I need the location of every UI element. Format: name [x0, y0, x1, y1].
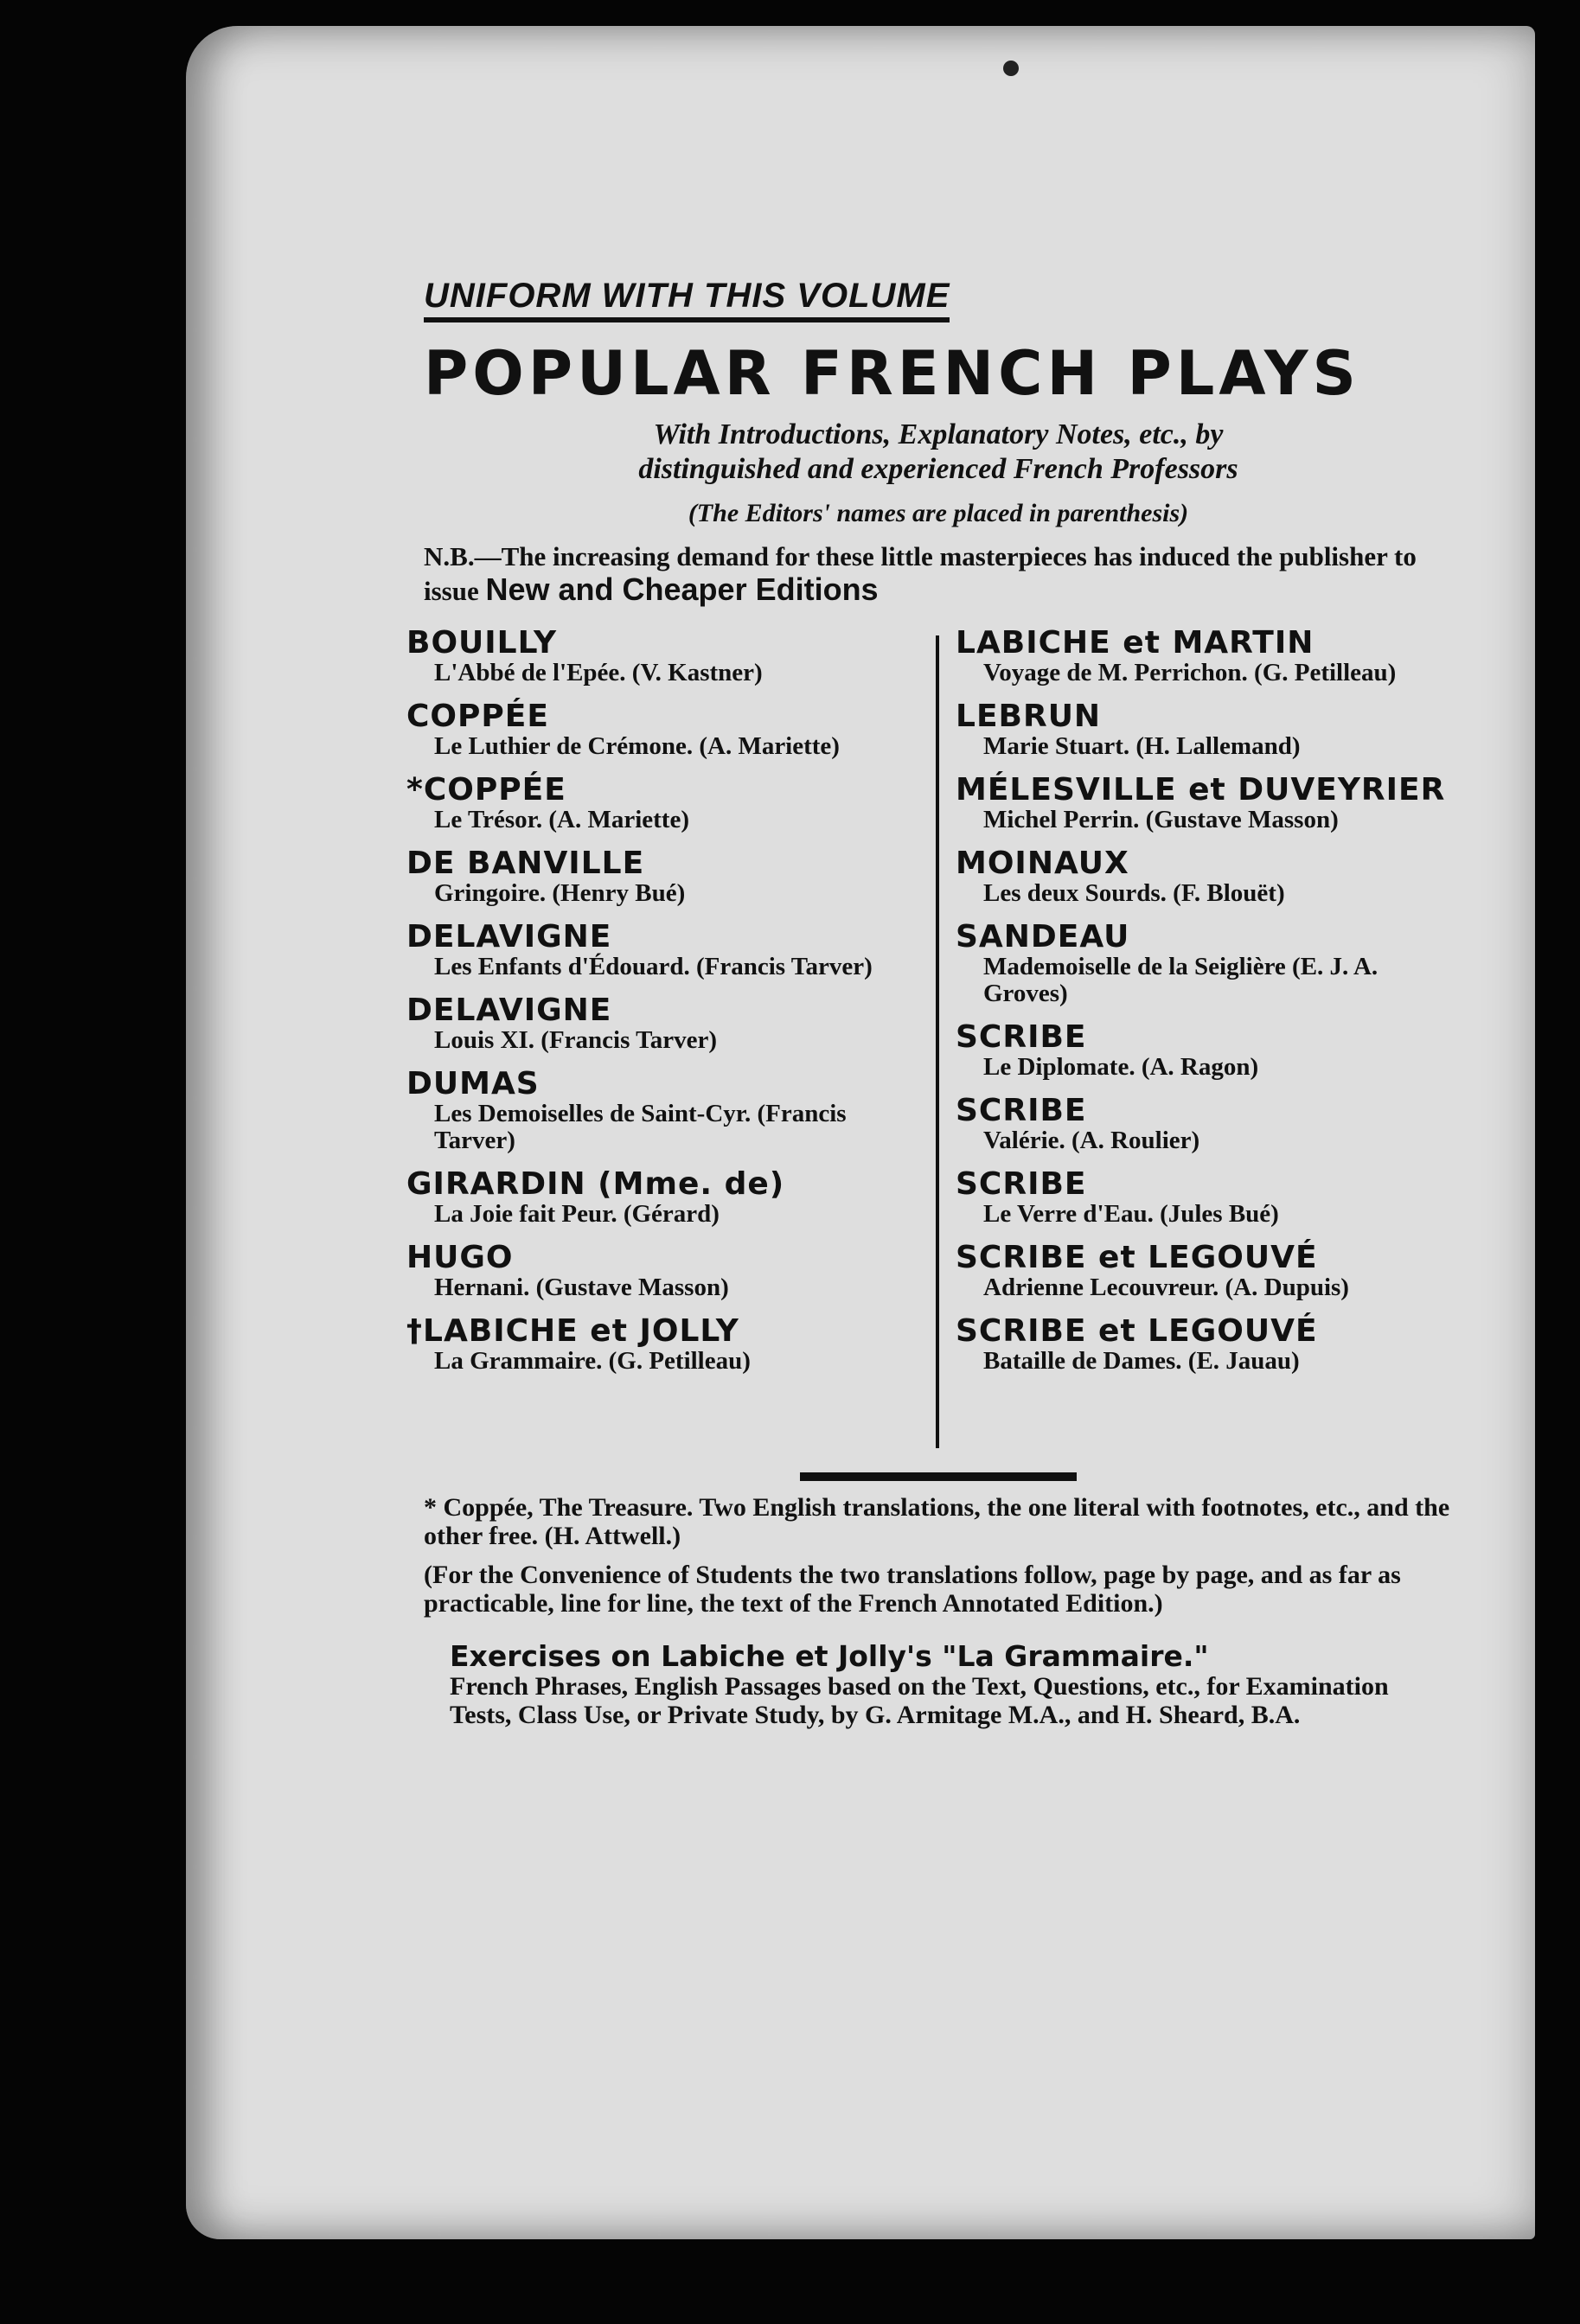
work-title: Valérie. (A. Roulier) [983, 1127, 1200, 1154]
list-item [956, 1021, 1457, 1081]
author-name: COPPÉE [406, 699, 549, 734]
author-name: SCRIBE et LEGOUVÉ [956, 1313, 1318, 1349]
list-item [406, 700, 908, 760]
exercises-text: French Phrases, English Passages based on the Text, Questions, etc., for Examination Tests, Class Use, or Private Study, by G. Armitage M.A., and H. Sheard, B.A. [450, 1672, 1389, 1729]
author-name: DELAVIGNE [406, 993, 612, 1028]
subtitle-line-1: With Introductions, Explanatory Notes, etc., by [653, 418, 1224, 450]
work-title: Le Diplomate. (A. Ragon) [983, 1053, 1259, 1081]
list-item [406, 1168, 908, 1228]
subtitle [424, 418, 1453, 487]
work-title: Voyage de M. Perrichon. (G. Petilleau) [983, 659, 1397, 686]
right-column [956, 627, 1457, 1389]
list-item [406, 1068, 908, 1154]
plays-list [406, 625, 1453, 1457]
author-name: MÉLESVILLE et DUVEYRIER [956, 772, 1446, 808]
author-name: SCRIBE [956, 1093, 1087, 1128]
list-item [406, 1315, 908, 1375]
author-name: DUMAS [406, 1066, 540, 1101]
author-name: DELAVIGNE [406, 919, 612, 954]
work-title: Marie Stuart. (H. Lallemand) [983, 732, 1301, 760]
list-item [406, 1242, 908, 1301]
section-rule [800, 1472, 1077, 1481]
work-title: Michel Perrin. (Gustave Masson) [983, 806, 1339, 833]
convenience-note: (For the Convenience of Students the two translations follow, page by page, and as far as practicable, line for line, the text of the French Annotated Edition.) [424, 1561, 1401, 1618]
work-title: L'Abbé de l'Epée. (V. Kastner) [434, 659, 763, 686]
work-title: Le Luthier de Crémone. (A. Mariette) [434, 732, 840, 760]
advertisement-page [406, 277, 1453, 1729]
list-item [406, 627, 908, 686]
list-item [406, 921, 908, 980]
list-item [956, 774, 1457, 833]
list-item [956, 1095, 1457, 1154]
work-title: Bataille de Dames. (E. Jauau) [983, 1347, 1300, 1375]
ink-speck [1003, 61, 1019, 76]
subtitle-line-2: distinguished and experienced French Professors [638, 453, 1238, 485]
list-item [406, 774, 908, 833]
work-title: Les Enfants d'Édouard. (Francis Tarver) [434, 953, 873, 980]
author-name: †LABICHE et JOLLY [406, 1313, 739, 1349]
work-title: Le Verre d'Eau. (Jules Bué) [983, 1200, 1279, 1228]
list-item [406, 994, 908, 1054]
author-name: HUGO [406, 1240, 514, 1275]
coppee-translation-note: * Coppée, The Treasure. Two English translations, the one literal with footnotes, etc., and the other free. (H. Attwell.) [424, 1493, 1450, 1550]
author-name: GIRARDIN (Mme. de) [406, 1166, 785, 1202]
author-name: SCRIBE [956, 1166, 1087, 1202]
author-name: MOINAUX [956, 846, 1129, 881]
exercises-title: Exercises on Labiche et Jolly's "La Grammaire." [450, 1639, 1209, 1673]
work-title: Gringoire. (Henry Bué) [434, 879, 686, 907]
author-name: LABICHE et MARTIN [956, 625, 1315, 661]
column-divider [936, 635, 939, 1448]
nb-emphasis: New and Cheaper Editions [485, 571, 879, 607]
work-title: Mademoiselle de la Seiglière (E. J. A. Groves) [983, 953, 1379, 1007]
page-title: POPULAR FRENCH PLAYS [424, 338, 1360, 409]
list-item [956, 921, 1457, 1007]
work-title: Les deux Sourds. (F. Blouët) [983, 879, 1285, 907]
author-name: BOUILLY [406, 625, 558, 661]
work-title: Louis XI. (Francis Tarver) [434, 1026, 718, 1054]
nb-paragraph [424, 540, 1453, 608]
author-name: DE BANVILLE [406, 846, 645, 881]
left-column [406, 627, 908, 1389]
author-name: *COPPÉE [406, 772, 566, 808]
author-name: SCRIBE et LEGOUVÉ [956, 1240, 1318, 1275]
work-title: Adrienne Lecouvreur. (A. Dupuis) [983, 1274, 1349, 1301]
list-item [956, 1315, 1457, 1375]
list-item [956, 1168, 1457, 1228]
work-title: Les Demoiselles de Saint-Cyr. (Francis Tarver) [434, 1100, 847, 1154]
author-name: LEBRUN [956, 699, 1102, 734]
author-name: SCRIBE [956, 1019, 1087, 1055]
list-item [956, 1242, 1457, 1301]
editors-note: (The Editors' names are placed in parenthesis) [688, 499, 1189, 527]
list-item [956, 627, 1457, 686]
work-title: La Grammaire. (G. Petilleau) [434, 1347, 751, 1375]
work-title: Le Trésor. (A. Mariette) [434, 806, 689, 833]
list-item [406, 847, 908, 907]
exercises-note [424, 1639, 1453, 1729]
series-line: UNIFORM WITH THIS VOLUME [424, 277, 950, 322]
author-name: SANDEAU [956, 919, 1130, 954]
work-title: La Joie fait Peur. (Gérard) [434, 1200, 720, 1228]
nb-text: N.B.—The increasing demand for these little masterpieces has induced the publisher to issue [424, 541, 1417, 606]
list-item [956, 700, 1457, 760]
notes-section [424, 1493, 1453, 1729]
work-title: Hernani. (Gustave Masson) [434, 1274, 729, 1301]
list-item [956, 847, 1457, 907]
